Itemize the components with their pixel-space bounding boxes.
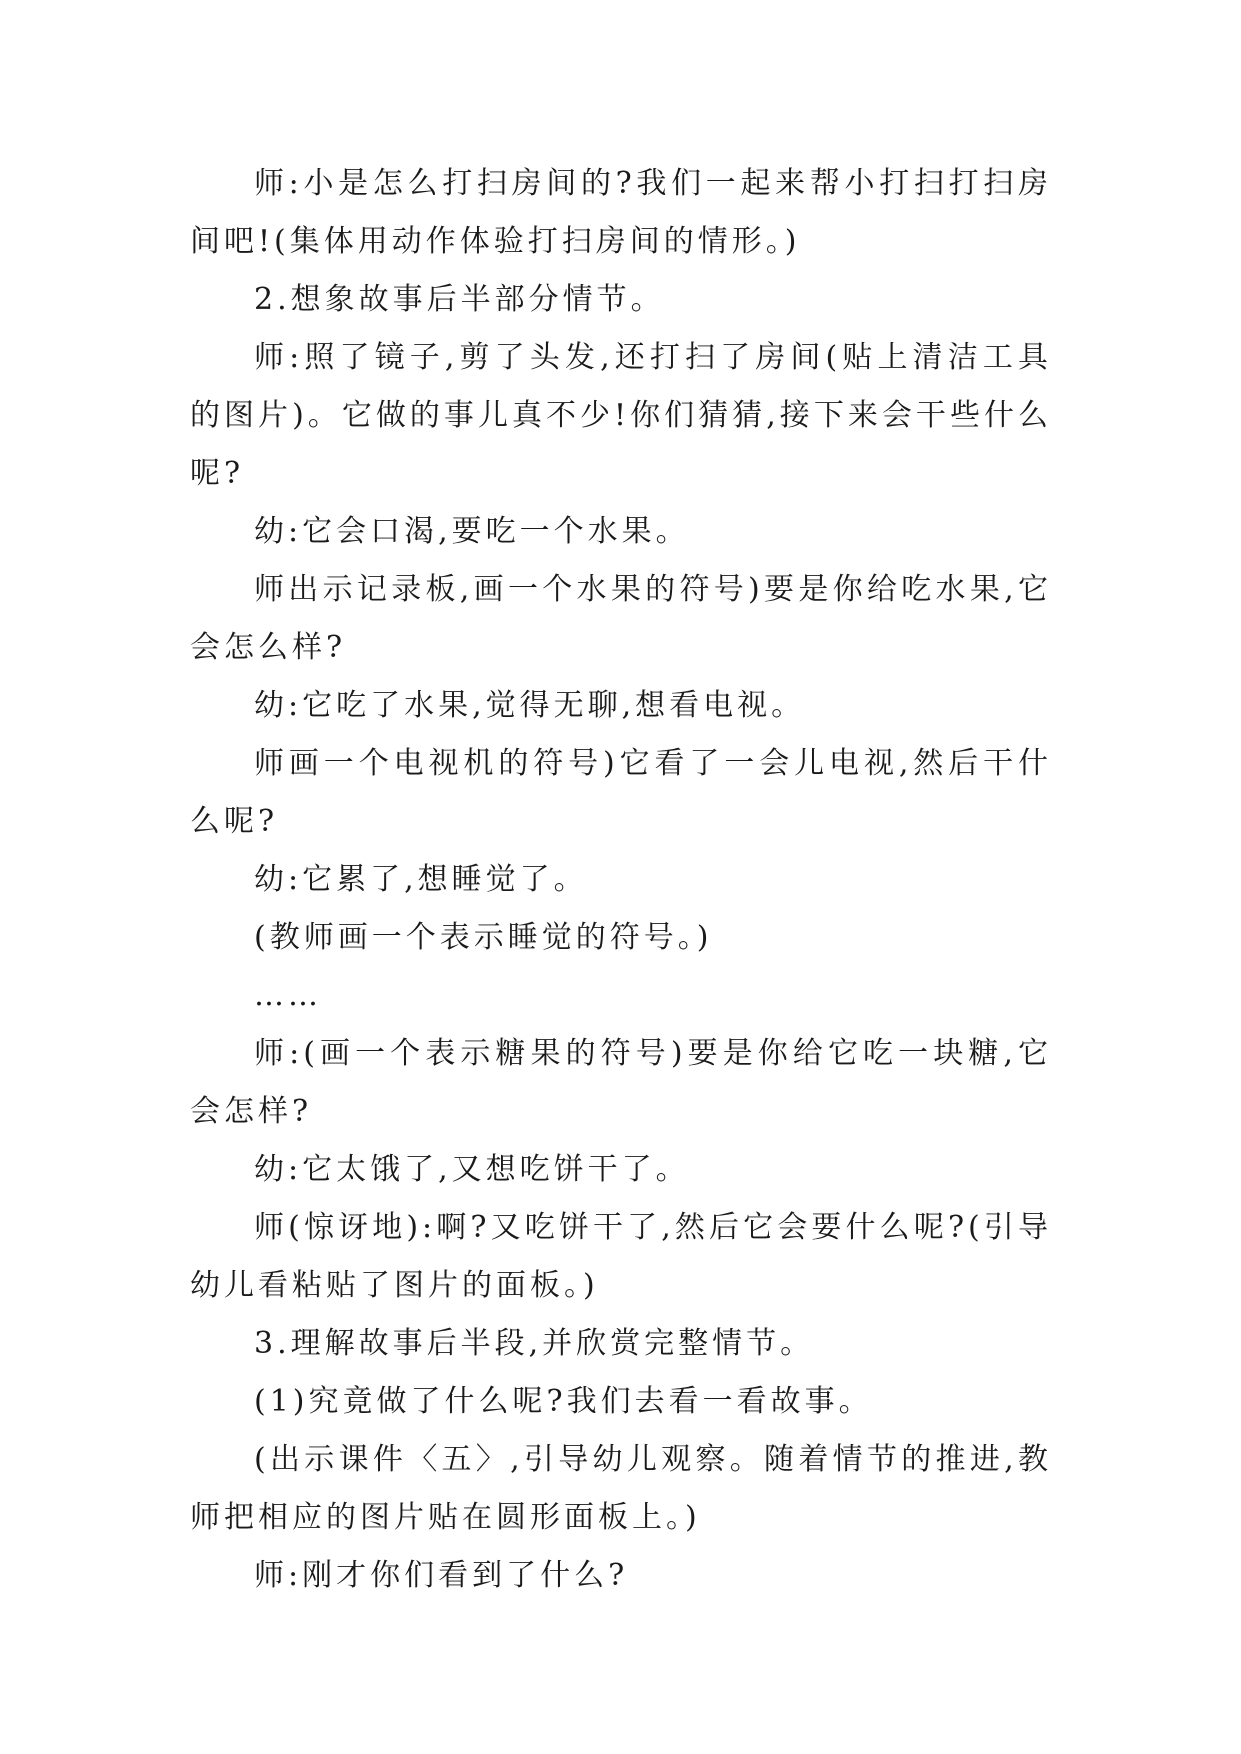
paragraph: 师:(画一个表示糖果的符号)要是你给它吃一块糖,它会怎样?: [190, 1036, 1052, 1129]
paragraph: 幼:它会口渴,要吃一个水果。: [254, 514, 690, 549]
section-heading: 2.想象故事后半部分情节。: [254, 282, 665, 317]
section-heading: 3.理解故事后半段,并欣赏完整情节。: [254, 1326, 815, 1361]
ellipsis-line: ……: [254, 978, 322, 1013]
paragraph: 幼:它累了,想睡觉了。: [254, 862, 588, 897]
paragraph: 师:小是怎么打扫房间的?我们一起来帮小打扫打扫房间吧!(集体用动作体验打扫房间的情形。): [190, 166, 1052, 259]
document-body: [190, 155, 1052, 1605]
paragraph: 师(惊讶地):啊?又吃饼干了,然后它会要什么呢?(引导幼儿看粘贴了图片的面板。): [190, 1210, 1052, 1303]
paragraph: 幼:它吃了水果,觉得无聊,想看电视。: [254, 688, 806, 723]
paragraph: 师:刚才你们看到了什么?: [254, 1558, 629, 1593]
paragraph: (出示课件〈五〉,引导幼儿观察。随着情节的推进,教师把相应的图片贴在圆形面板上。): [190, 1442, 1052, 1535]
paragraph: 师:照了镜子,剪了头发,还打扫了房间(贴上清洁工具的图片)。它做的事儿真不少!你们猜猜,接下来会干些什么呢?: [190, 340, 1052, 491]
paragraph: 幼:它太饿了,又想吃饼干了。: [254, 1152, 690, 1187]
paragraph: (1)究竟做了什么呢?我们去看一看故事。: [254, 1384, 873, 1419]
paragraph: 师出示记录板,画一个水果的符号)要是你给吃水果,它会怎么样?: [190, 572, 1052, 665]
paragraph: 师画一个电视机的符号)它看了一会儿电视,然后干什么呢?: [190, 746, 1052, 839]
paragraph: (教师画一个表示睡觉的符号。): [254, 920, 713, 955]
